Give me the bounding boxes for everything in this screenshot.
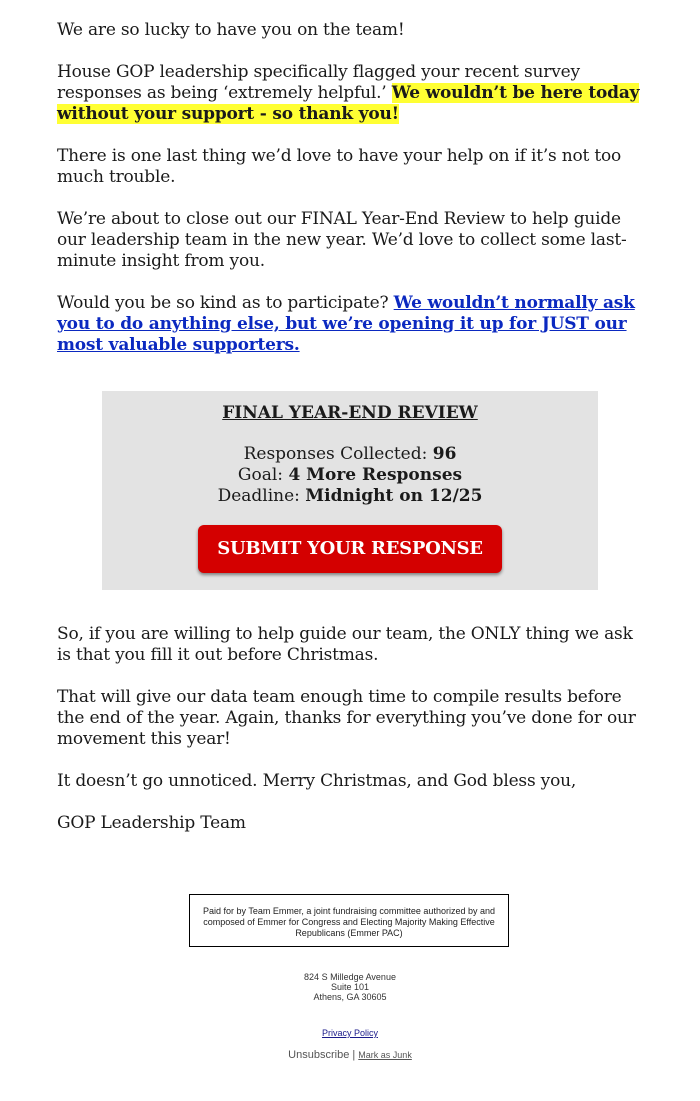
responses-collected-value: 96: [432, 444, 457, 464]
closing-section: [57, 624, 647, 855]
unsubscribe-text[interactable]: Unsubscribe: [288, 1049, 350, 1061]
intro-paragraph-1: We are so lucky to have you on the team!: [57, 20, 405, 40]
goal-value: 4 More Responses: [288, 465, 463, 485]
signature: GOP Leadership Team: [57, 813, 246, 833]
participate-link[interactable]: We wouldn’t normally ask you to do anything else, but we’re opening it up for JUST our most valuable supporters.: [57, 293, 635, 355]
goal-label: Goal:: [237, 465, 284, 485]
intro-paragraph-5: [57, 293, 647, 356]
review-title: FINAL YEAR-END REVIEW: [222, 403, 478, 423]
privacy-row: [0, 1028, 700, 1038]
intro-paragraph-3: There is one last thing we’d love to have your help on if it’s not too much trouble.: [57, 146, 622, 187]
footer-separator: |: [352, 1049, 356, 1061]
responses-collected-row: [102, 444, 598, 465]
participate-question: Would you be so kind as to participate?: [57, 293, 389, 313]
privacy-policy-link[interactable]: Privacy Policy: [321, 1028, 378, 1038]
thank-you-highlight: We wouldn’t be here today without your support - so thank you!: [57, 83, 640, 124]
address-line-3: Athens, GA 30605: [313, 992, 387, 1002]
closing-paragraph-1: So, if you are willing to help guide our team, the ONLY thing we ask is that you fill it out before Christmas.: [57, 624, 633, 665]
responses-collected-label: Responses Collected:: [243, 444, 428, 464]
submit-response-button[interactable]: SUBMIT YOUR RESPONSE: [198, 525, 502, 573]
review-stats: [102, 444, 598, 507]
mark-as-junk-link[interactable]: Mark as Junk: [358, 1050, 412, 1060]
goal-row: [102, 465, 598, 486]
email-body: [57, 20, 647, 377]
closing-paragraph-3: It doesn’t go unnoticed. Merry Christmas, and God bless you,: [57, 771, 577, 791]
intro-paragraph-2-text: House GOP leadership specifically flagged your recent survey responses as being ‘extremely helpful.’: [57, 62, 580, 103]
deadline-label: Deadline:: [217, 486, 300, 506]
address-line-1: 824 S Milledge Avenue: [304, 972, 396, 982]
paid-for-disclaimer: Paid for by Team Emmer, a joint fundraising committee authorized by and composed of Emmer for Congress and Electing Majority Making Effective Republicans (Emmer PAC): [189, 894, 509, 947]
closing-paragraph-2: That will give our data team enough time to compile results before the end of the year. Again, thanks for everything you’ve done for our movement this year!: [57, 687, 636, 749]
address-line-2: Suite 101: [330, 982, 370, 992]
mailing-address: [0, 972, 700, 1002]
deadline-row: [102, 486, 598, 507]
deadline-value: Midnight on 12/25: [305, 486, 483, 506]
unsubscribe-row: [0, 1049, 700, 1061]
intro-paragraph-2: [57, 62, 647, 125]
year-end-review-box: [102, 391, 598, 590]
intro-paragraph-4: We’re about to close out our FINAL Year-End Review to help guide our leadership team in the new year. We’d love to collect some last-minute insight from you.: [57, 209, 627, 271]
